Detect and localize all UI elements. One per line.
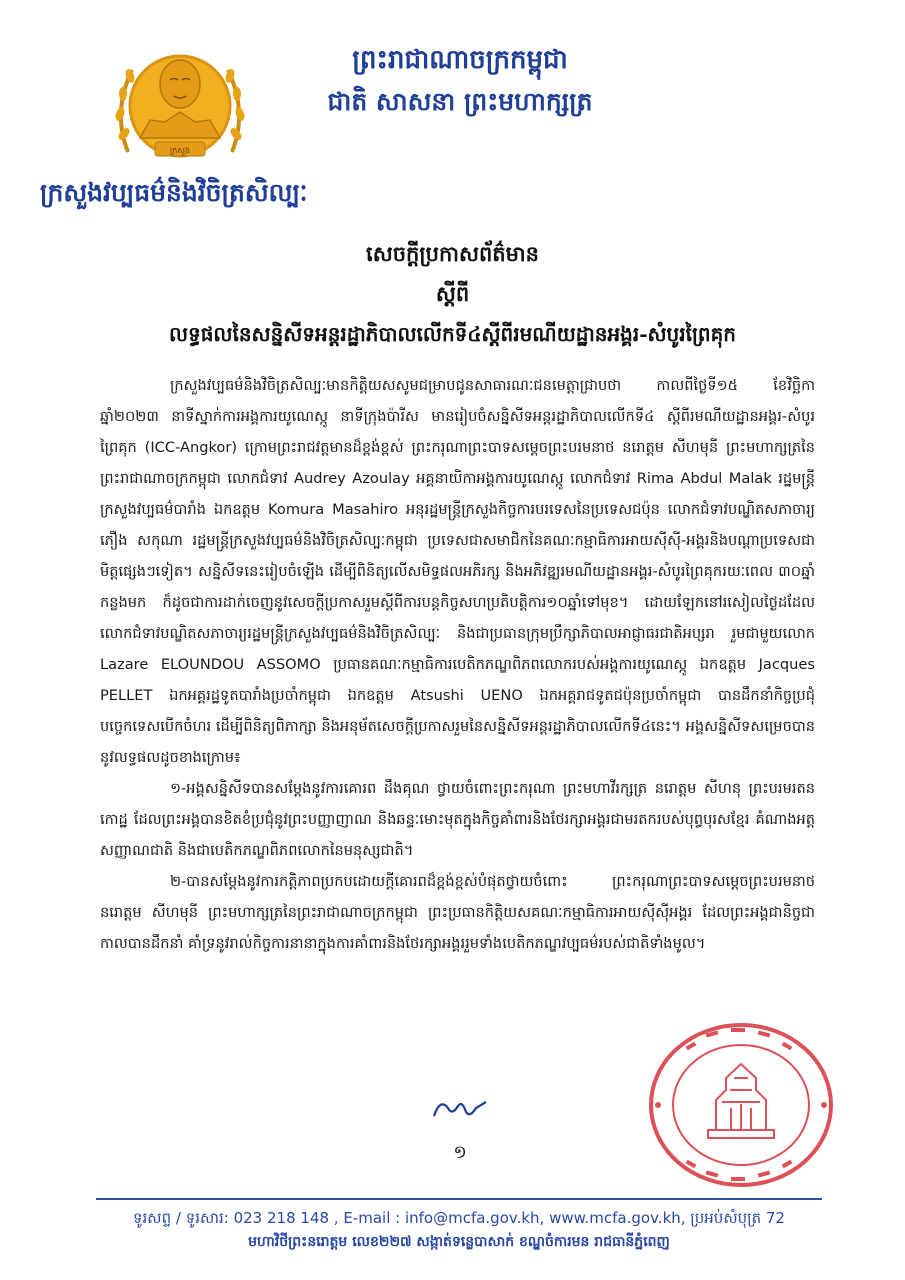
footer-divider — [96, 1198, 822, 1200]
body-paragraph-point-1: ១-អង្គសន្និសីទបានសម្តែងនូវការគោរព ដឹងគុណ ថ្វាយចំពោះព្រះករុណា ព្រះមហាវីរក្សត្រ នរោត្តម សីហនុ ព្រះបរមរតនកោដ្ឋ ដែលព្រះអង្គបានខិតខំប្រជុំនូវព្រះបញ្ញាញាណ និងឆន្ទៈមោះមុតក្នុងកិច្ចគាំពារនិងថែរក្សាអង្គរជាមរតករបស់បុព្វបុរសខ្មែរ គំណាងអត្តសញ្ញាណជាតិ និងជាបេតិកភណ្ឌពិភពលោកនៃមនុស្សជាតិ។ — [100, 780, 815, 859]
ministry-logo — [110, 42, 250, 172]
kingdom-title: ព្រះរាជាណាចក្រកម្ពុជា — [352, 45, 568, 75]
footer — [96, 1206, 822, 1254]
document-subtitle: ស្តីពី — [435, 281, 470, 306]
page-number: ១ — [453, 1142, 467, 1163]
footer-contact: ទូរសព្ទ / ទូរសារ: 023 218 148 , E-mail : info@mcfa.gov.kh, www.mcfa.gov.kh, ប្រអប់សំបុត្រ 72 — [133, 1209, 785, 1227]
kingdom-header — [300, 38, 620, 122]
document-body — [100, 370, 815, 959]
document-title-block — [40, 234, 865, 354]
body-paragraph-intro: ក្រសួងវប្បធម៌និងវិចិត្រសិល្បៈមានកិត្តិយសសូមជម្រាបជូនសាធារណៈជនមេត្តាជ្រាបថា កាលពីថ្ងៃទី១៥ ខែវិច្ឆិកា ឆ្នាំ២០២៣ នាទីស្នាក់ការអង្គការយូណេស្កូ នាទីក្រុងប៉ារីស មានរៀបចំសន្និសីទអន្តរដ្ឋាភិបាលលើកទី៤ ស្តីពីរមណីយដ្ឋានអង្គរ-សំបូរព្រៃគុក (ICC-Angkor) ក្រោមព្រះរាជវត្តមានដ៏ខ្ពង់ខ្ពស់ ព្រះករុណាព្រះបាទសម្តេចព្រះបរមនាថ នរោត្តម សីហមុនី ព្រះមហាក្សត្រនៃព្រះរាជាណាចក្រកម្ពុជា លោកជំទាវ Audrey Azoulay អគ្គនាយិកាអង្គការយូណេស្កូ លោកជំទាវ Rima Abdul Malak រដ្ឋមន្ត្រីក្រសួងវប្បធម៌បារាំង ឯកឧត្តម Komura Masahiro អនុរដ្ឋមន្ត្រីក្រសួងកិច្ចការបរទេសនៃប្រទេសជប៉ុន លោកជំទាវបណ្ឌិតសភាចារ្យ ភឿង សកុណា រដ្ឋមន្ត្រីក្រសួងវប្បធម៌និងវិចិត្រសិល្បៈកម្ពុជា ប្រទេសជាសមាជិកនៃគណៈកម្មាធិការអាយស៊ីស៊ី-អង្គរនិងបណ្តាប្រទេសជាមិត្តផ្សេងៗទៀត។ សន្និសីទនេះរៀបចំឡើង ដើម្បីពិនិត្យលើសមិទ្ធផលអភិរក្ស និងអភិវឌ្ឍរមណីយដ្ឋានអង្គរ-សំបូរព្រៃគុករយៈពេល ៣០ឆ្នាំកន្លងមក ក៏ដូចជាការដាក់ចេញនូវសេចក្តីប្រកាសរួមស្តីពីការបន្តកិច្ចសហប្រតិបត្តិការ១០ឆ្នាំទៅមុខ។ ដោយឡែកនៅរសៀលថ្ងៃដដែលលោកជំទាវបណ្ឌិតសភាចារ្យរដ្ឋមន្ត្រីក្រសួងវប្បធម៌និងវិចិត្រសិល្បៈ និងជាប្រធានក្រុមប្រឹក្សាភិបាលអាជ្ញាធរជាតិអប្សរា រួមជាមួយលោក Lazare ELOUNDOU ASSOMO ប្រធានគណៈកម្មាធិការបេតិកភណ្ឌពិភពលោករបស់អង្គការយូណេស្កូ ឯកឧត្តម Jacques PELLET ឯកអគ្គរដ្ឋទូតបារាំងប្រចាំកម្ពុជា ឯកឧត្តម Atsushi UENO ឯកអគ្គរាជទូតជប៉ុនប្រចាំកម្ពុជា បានដឹកនាំកិច្ចប្រជុំបច្ចេកទេសបើកចំហរ ដើម្បីពិនិត្យពិភាក្សា និងអនុម័តសេចក្តីប្រកាសរួមនៃសន្និសីទអន្តរដ្ឋាភិបាលលើកទី៤នេះ។ អង្គសន្និសីទសម្រេចបាននូវលទ្ធផលដូចខាងក្រោម៖ — [100, 377, 815, 766]
ministry-name: ក្រសួងវប្បធម៌និងវិចិត្រសិល្បៈ — [40, 178, 308, 207]
handwritten-signature — [430, 1094, 490, 1124]
document-topic: លទ្ធផលនៃសន្និសីទអន្តរដ្ឋាភិបាលលើកទី៤ស្តីពីរមណីយដ្ឋានអង្គរ-សំបូរព្រៃគុក — [169, 322, 736, 346]
body-paragraph-point-2: ២-បានសម្តែងនូវការកត្តិភាពប្រកបដោយក្តីគោរពដ៏ខ្ពង់ខ្ពស់បំផុតថ្វាយចំពោះ ព្រះករុណាព្រះបាទសម្តេចព្រះបរមនាថ នរោត្តម សីហមុនី ព្រះមហាក្សត្រនៃព្រះរាជាណាចក្រកម្ពុជា ព្រះប្រធានកិត្តិយសគណៈកម្មាធិការអាយស៊ីស៊ីអង្គរ ដែលព្រះអង្គជានិច្ចជាកាលបានដឹកនាំ គាំទ្រនូវរាល់កិច្ចការនានាក្នុងការគាំពារនិងថែរក្សាអង្គររួមទាំងបេតិកភណ្ឌវប្បធម៌របស់ជាតិទាំងមូល។ — [100, 873, 815, 952]
logo-label: ក្រសួង — [169, 146, 191, 155]
national-motto: ជាតិ សាសនា ព្រះមហាក្សត្រ — [327, 87, 593, 116]
document-title: សេចក្តីប្រកាសព័ត៌មាន — [366, 241, 539, 266]
footer-address: មហាវិថីព្រះនរោត្តម លេខ២២៧ សង្កាត់ទន្លេបាសាក់ ខណ្ឌចំការមន រាជធានីភ្នំពេញ — [248, 1234, 670, 1250]
official-red-stamp — [646, 1020, 836, 1190]
